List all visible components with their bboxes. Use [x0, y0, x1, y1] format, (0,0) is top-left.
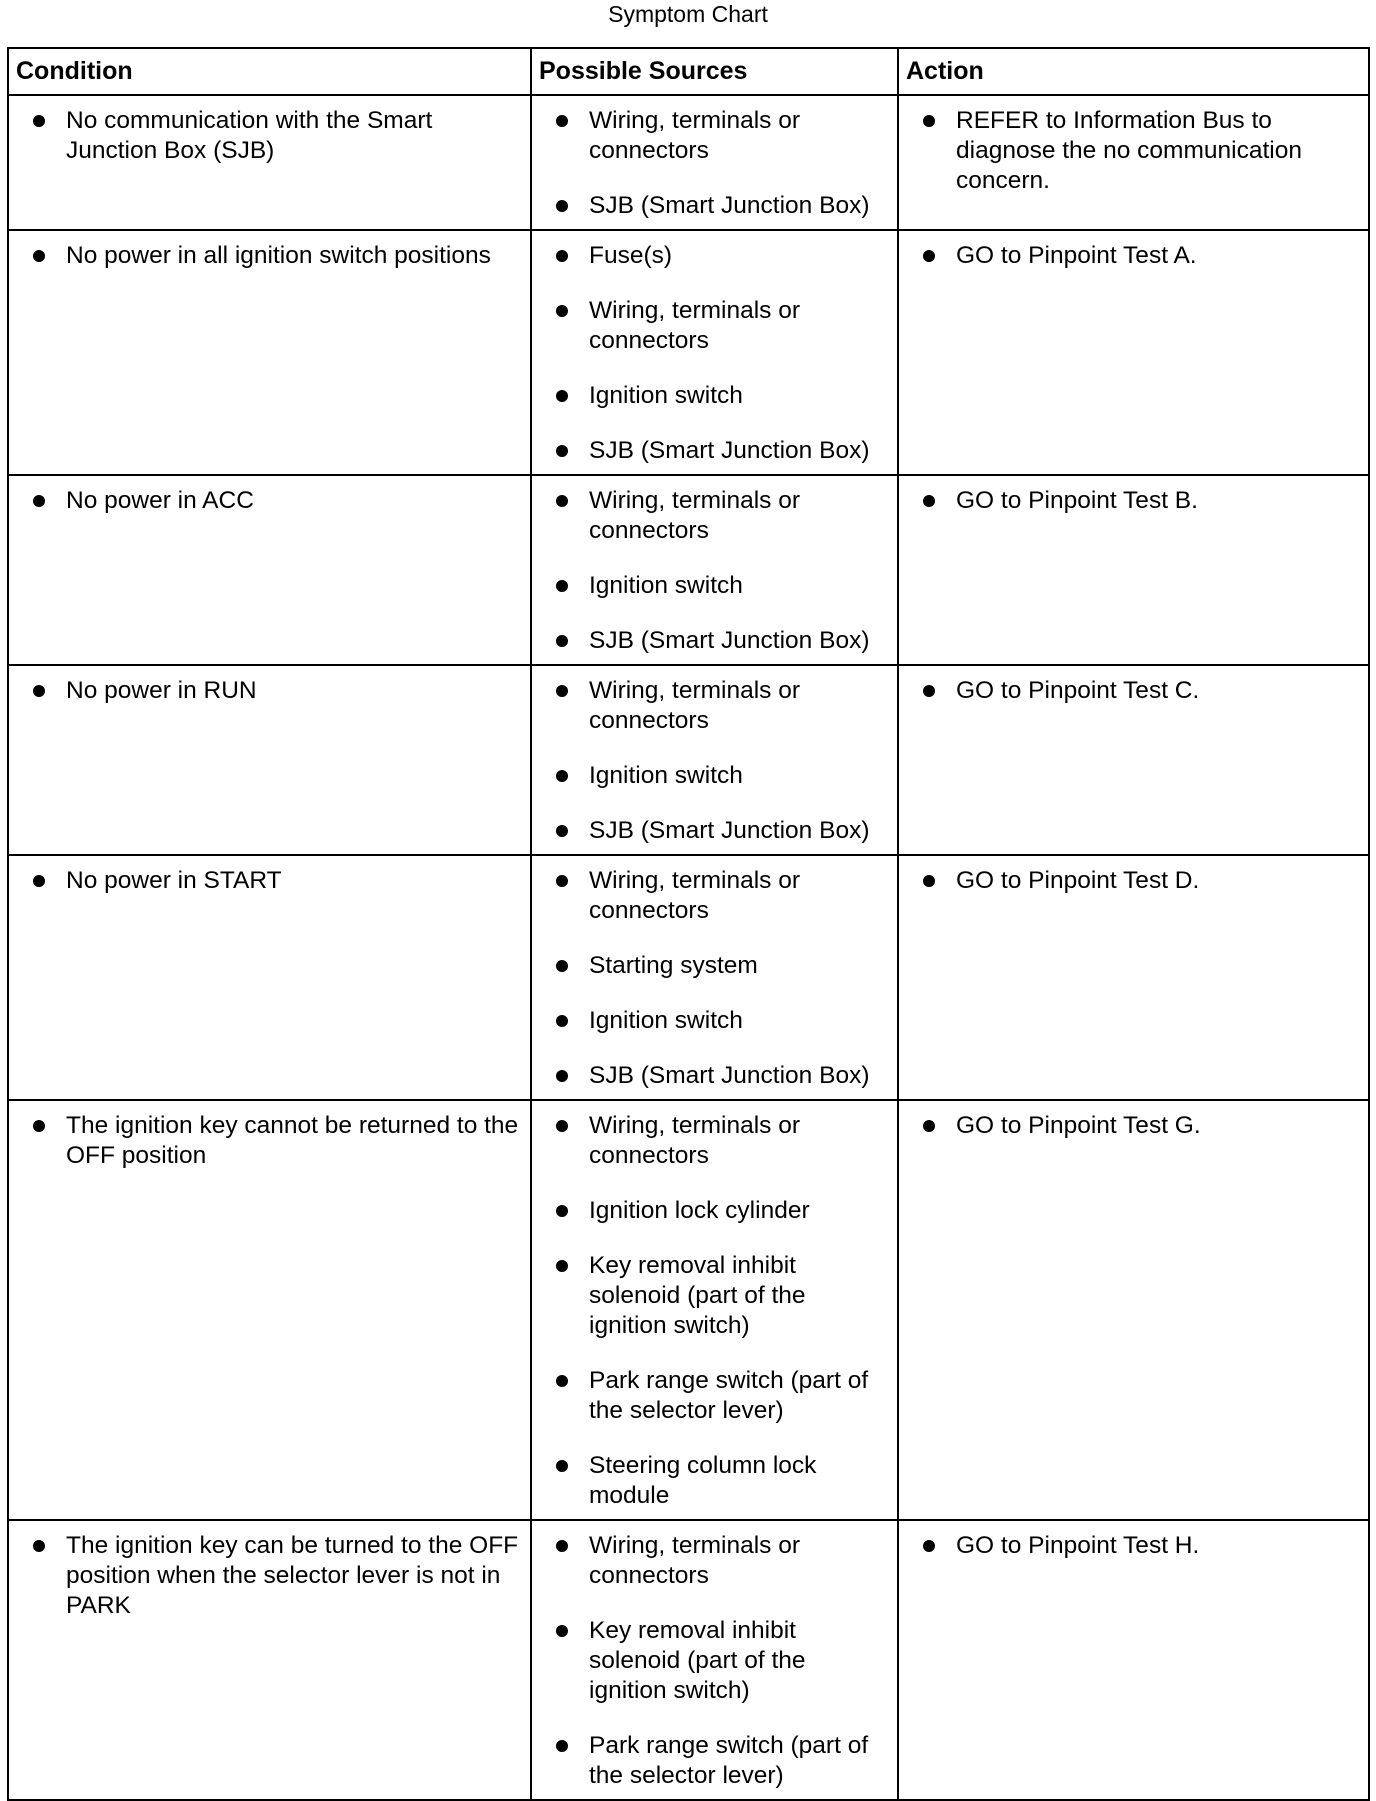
- header-condition: Condition: [8, 48, 531, 95]
- condition-item: [9, 1111, 530, 1171]
- action-item: [899, 1531, 1368, 1561]
- condition-cell: [8, 95, 531, 230]
- possible-sources-cell: [531, 95, 898, 230]
- bullet-icon: [556, 1540, 568, 1552]
- source-item-text: SJB (Smart Junction Box): [589, 1062, 870, 1089]
- source-item: [532, 241, 897, 271]
- source-item-text: Wiring, terminals or connectors: [589, 487, 801, 544]
- source-item-text: Steering column lock module: [589, 1452, 817, 1509]
- condition-item: [9, 106, 530, 166]
- condition-cell: [8, 665, 531, 855]
- source-item-text: Ignition switch: [589, 572, 743, 599]
- bullet-icon: [33, 1120, 45, 1132]
- action-item-text: GO to Pinpoint Test B.: [956, 487, 1198, 514]
- action-cell: [898, 1520, 1369, 1800]
- source-item-text: SJB (Smart Junction Box): [589, 437, 870, 464]
- source-item: [532, 951, 897, 981]
- source-item-text: Park range switch (part of the selector lever): [589, 1367, 869, 1424]
- source-item: [532, 1251, 897, 1341]
- source-item: [532, 866, 897, 926]
- bullet-icon: [556, 825, 568, 837]
- source-item: [532, 1196, 897, 1226]
- condition-cell: [8, 230, 531, 475]
- source-item: [532, 571, 897, 601]
- action-item-text: REFER to Information Bus to diagnose the no communication concern.: [956, 107, 1302, 194]
- condition-item-text: No power in ACC: [66, 487, 254, 514]
- source-item: [532, 626, 897, 656]
- action-item: [899, 486, 1368, 516]
- bullet-icon: [923, 115, 935, 127]
- source-item-text: SJB (Smart Junction Box): [589, 817, 870, 844]
- possible-sources-cell: [531, 1520, 898, 1800]
- source-item: [532, 381, 897, 411]
- source-item-text: Wiring, terminals or connectors: [589, 107, 801, 164]
- condition-item: [9, 1531, 530, 1621]
- source-item: [532, 1731, 897, 1791]
- source-item-text: Ignition switch: [589, 1007, 743, 1034]
- source-item: [532, 1111, 897, 1171]
- bullet-icon: [556, 1070, 568, 1082]
- source-item-text: Ignition switch: [589, 762, 743, 789]
- bullet-icon: [556, 305, 568, 317]
- bullet-icon: [923, 250, 935, 262]
- bullet-icon: [556, 1740, 568, 1752]
- table-row: [8, 665, 1369, 855]
- action-item-text: GO to Pinpoint Test A.: [956, 242, 1197, 269]
- possible-sources-cell: [531, 1100, 898, 1520]
- possible-sources-cell: [531, 475, 898, 665]
- source-item: [532, 296, 897, 356]
- source-item: [532, 1451, 897, 1511]
- table-row: [8, 855, 1369, 1100]
- bullet-icon: [923, 1120, 935, 1132]
- source-item: [532, 436, 897, 466]
- table-row: [8, 230, 1369, 475]
- source-item: [532, 676, 897, 736]
- source-item-text: Key removal inhibit solenoid (part of the ignition switch): [589, 1252, 806, 1339]
- source-item-text: Wiring, terminals or connectors: [589, 297, 801, 354]
- source-item: [532, 761, 897, 791]
- chart-title: Symptom Chart: [608, 1, 768, 27]
- action-item: [899, 106, 1368, 196]
- action-item: [899, 676, 1368, 706]
- bullet-icon: [33, 115, 45, 127]
- condition-cell: [8, 855, 531, 1100]
- bullet-icon: [556, 685, 568, 697]
- header-row: [8, 48, 1369, 95]
- action-cell: [898, 95, 1369, 230]
- source-item: [532, 1366, 897, 1426]
- condition-item-text: No power in START: [66, 867, 282, 894]
- source-item-text: Park range switch (part of the selector lever): [589, 1732, 869, 1789]
- bullet-icon: [556, 390, 568, 402]
- action-item-text: GO to Pinpoint Test C.: [956, 677, 1200, 704]
- action-item-text: GO to Pinpoint Test H.: [956, 1532, 1200, 1559]
- action-cell: [898, 1100, 1369, 1520]
- action-item: [899, 1111, 1368, 1141]
- source-item: [532, 816, 897, 846]
- bullet-icon: [923, 1540, 935, 1552]
- bullet-icon: [556, 1375, 568, 1387]
- source-item-text: SJB (Smart Junction Box): [589, 192, 870, 219]
- bullet-icon: [556, 635, 568, 647]
- bullet-icon: [556, 1460, 568, 1472]
- source-item: [532, 1006, 897, 1036]
- bullet-icon: [556, 495, 568, 507]
- header-possible-sources: Possible Sources: [531, 48, 898, 95]
- bullet-icon: [556, 1120, 568, 1132]
- bullet-icon: [556, 580, 568, 592]
- source-item-text: Key removal inhibit solenoid (part of the ignition switch): [589, 1617, 806, 1704]
- table-row: [8, 95, 1369, 230]
- condition-item: [9, 486, 530, 516]
- source-item-text: Starting system: [589, 952, 758, 979]
- possible-sources-cell: [531, 855, 898, 1100]
- bullet-icon: [33, 685, 45, 697]
- bullet-icon: [33, 250, 45, 262]
- source-item: [532, 1616, 897, 1706]
- condition-item-text: The ignition key cannot be returned to the OFF position: [66, 1112, 519, 1169]
- source-item-text: Ignition lock cylinder: [589, 1197, 810, 1224]
- bullet-icon: [556, 250, 568, 262]
- action-item-text: GO to Pinpoint Test D.: [956, 867, 1200, 894]
- table-row: [8, 1100, 1369, 1520]
- bullet-icon: [556, 1015, 568, 1027]
- condition-item: [9, 676, 530, 706]
- action-cell: [898, 230, 1369, 475]
- source-item-text: Wiring, terminals or connectors: [589, 867, 801, 924]
- source-item-text: SJB (Smart Junction Box): [589, 627, 870, 654]
- bullet-icon: [556, 115, 568, 127]
- header-action: Action: [898, 48, 1369, 95]
- condition-cell: [8, 1100, 531, 1520]
- condition-cell: [8, 475, 531, 665]
- source-item: [532, 191, 897, 221]
- condition-item: [9, 241, 530, 271]
- action-item-text: GO to Pinpoint Test G.: [956, 1112, 1201, 1139]
- bullet-icon: [33, 495, 45, 507]
- bullet-icon: [923, 685, 935, 697]
- symptom-table: [7, 47, 1370, 1801]
- bullet-icon: [923, 875, 935, 887]
- condition-item: [9, 866, 530, 896]
- source-item-text: Fuse(s): [589, 242, 673, 269]
- condition-cell: [8, 1520, 531, 1800]
- bullet-icon: [33, 875, 45, 887]
- action-cell: [898, 855, 1369, 1100]
- table-row: [8, 475, 1369, 665]
- condition-item-text: No power in all ignition switch positions: [66, 242, 491, 269]
- source-item-text: Wiring, terminals or connectors: [589, 1532, 801, 1589]
- source-item-text: Wiring, terminals or connectors: [589, 677, 801, 734]
- source-item: [532, 1061, 897, 1091]
- source-item: [532, 486, 897, 546]
- source-item: [532, 1531, 897, 1591]
- action-cell: [898, 475, 1369, 665]
- possible-sources-cell: [531, 230, 898, 475]
- bullet-icon: [556, 960, 568, 972]
- bullet-icon: [556, 1205, 568, 1217]
- condition-item-text: No communication with the Smart Junction Box (SJB): [66, 107, 433, 164]
- condition-item-text: No power in RUN: [66, 677, 257, 704]
- bullet-icon: [33, 1540, 45, 1552]
- bullet-icon: [556, 1260, 568, 1272]
- possible-sources-cell: [531, 665, 898, 855]
- bullet-icon: [556, 770, 568, 782]
- action-cell: [898, 665, 1369, 855]
- condition-item-text: The ignition key can be turned to the OFF position when the selector lever is not in PARK: [66, 1532, 519, 1619]
- bullet-icon: [556, 200, 568, 212]
- bullet-icon: [923, 495, 935, 507]
- action-item: [899, 866, 1368, 896]
- bullet-icon: [556, 875, 568, 887]
- table-row: [8, 1520, 1369, 1800]
- source-item-text: Wiring, terminals or connectors: [589, 1112, 801, 1169]
- bullet-icon: [556, 445, 568, 457]
- bullet-icon: [556, 1625, 568, 1637]
- action-item: [899, 241, 1368, 271]
- source-item: [532, 106, 897, 166]
- source-item-text: Ignition switch: [589, 382, 743, 409]
